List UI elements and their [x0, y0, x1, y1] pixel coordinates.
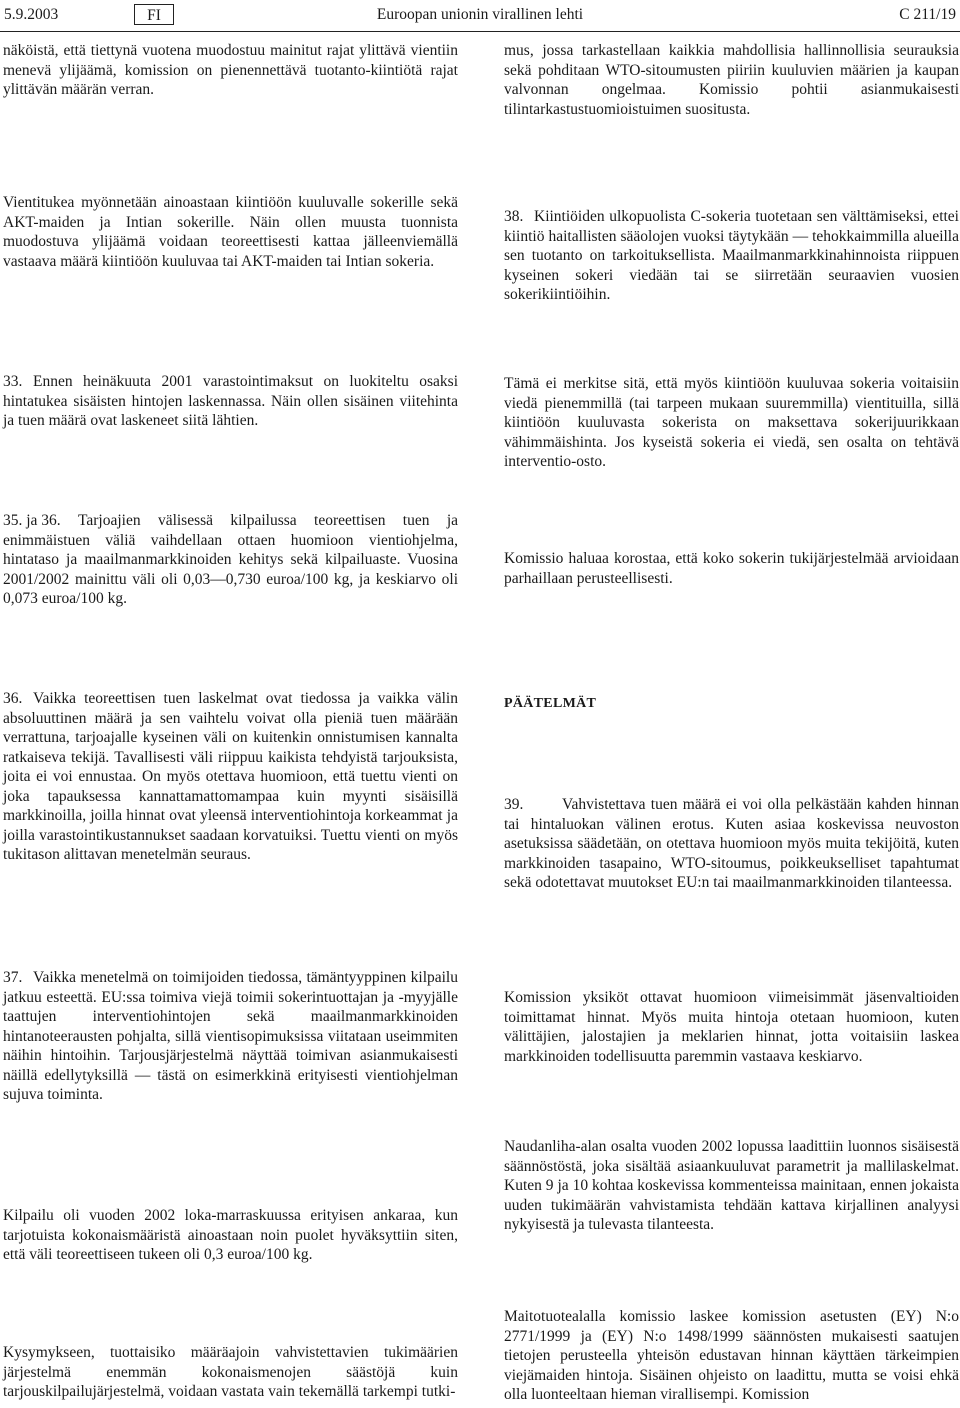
journal-title: Euroopan unionin virallinen lehti: [376, 6, 584, 23]
page-reference: C 211/19: [899, 6, 956, 23]
right-paragraph-beef: Naudanliha-alan osalta vuoden 2002 lopussa laadittiin luonnos sisäisestä säännöstöstä, joka sisältää asiaankuuluvat parametrit ja mallilaskelmat. Kuten 9 ja 10 kohtaa koskevissa kommenteissa mainitaan, ennen jokaista uuden tukimäärän vahvistamista tehdään kattava kirjallinen analyysi nykyisestä ja tulevasta tilanteesta.: [504, 1138, 959, 1233]
left-paragraph-35-36: 35. ja 36. Tarjoajien välisessä kilpailussa teoreettisen tuen ja enimmäistuen väliä vaihdellaan ottaen huomioon vientiohjelma, hintataso ja maailmanmarkkinoiden kehitys sekä kilpailuaste. Vuosina 2001/2002 mainittu väli oli 0,03—0,730 euroa/100 kg, ja keskiarvo oli 0,073 euroa/100 kg.: [3, 512, 458, 607]
left-paragraph-37: 37. Vaikka menetelmä on toimijoiden tiedossa, tämäntyyppinen kilpailu jatkuu esteettä. EU:ssa toimiva viejä toimii sokerintuottajan ja -myyjälle taattujen interventiohintojen sekä maailmanmarkkinoiden hintanoteerausten pohjalta, sillä vientisopimuksissa viitataan useimmiten näihin hintoihin. Tarjousjärjestelmä näyttää toimivan asianmukaisesti näillä edellytyksillä — tästä on esimerkkinä erityisesti vientiohjelman sujuva toiminta.: [3, 969, 458, 1103]
left-paragraph-2: Vientitukea myönnetään ainoastaan kiintiöön kuuluvalle sokerille sekä AKT-maiden ja Intian sokerille. Näin ollen muusta tuonnista muodostuva ylijäämä voidaan teoreettisesti kattaa jälleenviemällä vastaava määrä kiintiöön kuuluvaa tai AKT-maiden tai Intian sokeria.: [3, 194, 458, 270]
section-heading: PÄÄTELMÄT: [504, 696, 597, 711]
language-code-box: FI: [134, 4, 174, 25]
paragraph-number: 33.: [3, 373, 23, 390]
right-paragraph-quota: Tämä ei merkitse sitä, että myös kiintiöön kuuluvaa sokeria voitaisiin viedä pienemmillä (tai tarpeen mukaan suuremmilla) vientituilla, sillä kiintiöön kuuluvasta sokerista on maksettava sokerijuurikkaan vähimmäishinta. Jos kyseistä sokeria ei viedä, sen osalta on tehtävä interventio-osto.: [504, 375, 959, 470]
paragraph-number: 39.: [504, 796, 524, 813]
left-paragraph-36: 36. Vaikka teoreettisen tuen laskelmat ovat tiedossa ja vaikka välin absoluuttinen määrä ja sen vaihtelu voivat olla pieniä tuen määrään verrattuna, tarjoajalle kyseinen väli on kuitenkin onnistumisen kannalta ratkaiseva tekijä. Tavallisesti väli riippuu kaikista tehdyistä tarjouksista, joita ei voi ennustaa. On myös otettava huomioon, että tuettu vienti on joka tapauksessa kannattamattomampaa kuin myynti sisäisillä markkinoilla, joilla hinnat ovat yleensä interventiohintoja korkeammat ja joilla varastointikustannukset saadaan korvatuiksi. Tuettu vienti on myös tukitason alittavan menetelmän seuraus.: [3, 690, 458, 863]
right-paragraph-1: mus, jossa tarkastellaan kaikkia mahdollisia hallinnollisia seurauksia sekä pohditaan WTO-sitoumusten piiriin kuuluvien määrien ja kaupan valvonnan ongelmaa. Komissio pohtii asianmukaisesti tilintarkastustuomioistuimen suositusta.: [504, 42, 959, 118]
right-paragraph-prices: Komission yksiköt ottavat huomioon viimeisimmät jäsenvaltioiden toimittamat hinnat. Myös muita hintoja otetaan huomioon, kuten välittäjien, jalostajien ja meklarien hinnat, jotta voitaisiin laskea markkinoiden todellisuutta paremmin vastaava keskiarvo.: [504, 989, 959, 1065]
left-paragraph-competition: Kilpailu oli vuoden 2002 loka-marraskuussa erityisen ankaraa, kun tarjotuista kokonaismääristä ainoastaan noin puolet hyväksyttiin siten, että väli teoreettiseen tukeen oli 0,3 euroa/100 kg.: [3, 1207, 458, 1263]
paragraph-number: 36.: [3, 690, 23, 707]
header-rule: [0, 31, 960, 32]
right-paragraph-39: 39. Vahvistettava tuen määrä ei voi olla pelkästään kahden hinnan tai hintaluokan välinen erotus. Kuten asiaa koskevissa neuvoston asetuksissa säädetään, on otettava huomioon myös muita tekijöitä, kuten markkinoiden tasapaino, WTO-sitoumus, poikkeukselliset tapahtumat sekä odotettavat muutokset EU:n tai maailmanmarkkinoiden tilanteessa.: [504, 796, 959, 891]
paragraph-number: 35. ja 36.: [3, 512, 61, 529]
right-paragraph-dairy: Maitotuotealalla komissio laskee komission asetusten (EY) N:o 2771/1999 ja (EY) N:o 1498/1999 säännösten mukaisesti saatujen tietojen perusteella yhteisön edustavan hinnan käyttäen tärkeimpien viejämaiden hintoja. Sisäinen ohjeisto on laadittu, mutta se voisi ehkä olla luonteeltaan hieman virallisempi. Komission: [504, 1308, 959, 1403]
left-paragraph-33: 33. Ennen heinäkuuta 2001 varastointimaksut on luokiteltu osaksi hintatukea sisäisten hintojen laskennassa. Näin ollen sisäinen viitehinta ja tuen määrä ovat laskeneet siitä lähtien.: [3, 373, 458, 429]
paragraph-number: 37.: [3, 969, 23, 986]
issue-date: 5.9.2003: [4, 6, 59, 23]
paragraph-number: 38.: [504, 208, 524, 225]
left-paragraph-1: näköistä, että tiettynä vuotena muodostuu mainitut rajat ylittävä vientiin menevä ylijäämä, komission on pienennettävä tuotanto-kiintiötä rajat ylittävän määrän verran.: [3, 42, 458, 98]
page-header: [0, 0, 960, 30]
left-paragraph-question: Kysymykseen, tuottaisiko määräajoin vahvistettavien tukimäärien järjestelmä enemmän kokonaismenojen säästöjä kuin tarjouskilpailujärjestelmä, voidaan vastata vain tekemällä tarkempi tutki-: [3, 1344, 458, 1400]
right-paragraph-38: 38. Kiintiöiden ulkopuolista C-sokeria tuotetaan sen välttämiseksi, ettei kiintiö haitallisten sääolojen vuoksi täytykään — tehokkaimmilla alueilla sen tuotanto on tarkoituksellista. Maailmanmarkkinahinnoista riippuen kyseinen sokeri viedään tai se siirretään seuraavien vuosien sokerikiintiöihin.: [504, 208, 959, 303]
right-paragraph-review: Komissio haluaa korostaa, että koko sokerin tukijärjestelmää arvioidaan parhaillaan perusteellisesti.: [504, 550, 959, 587]
